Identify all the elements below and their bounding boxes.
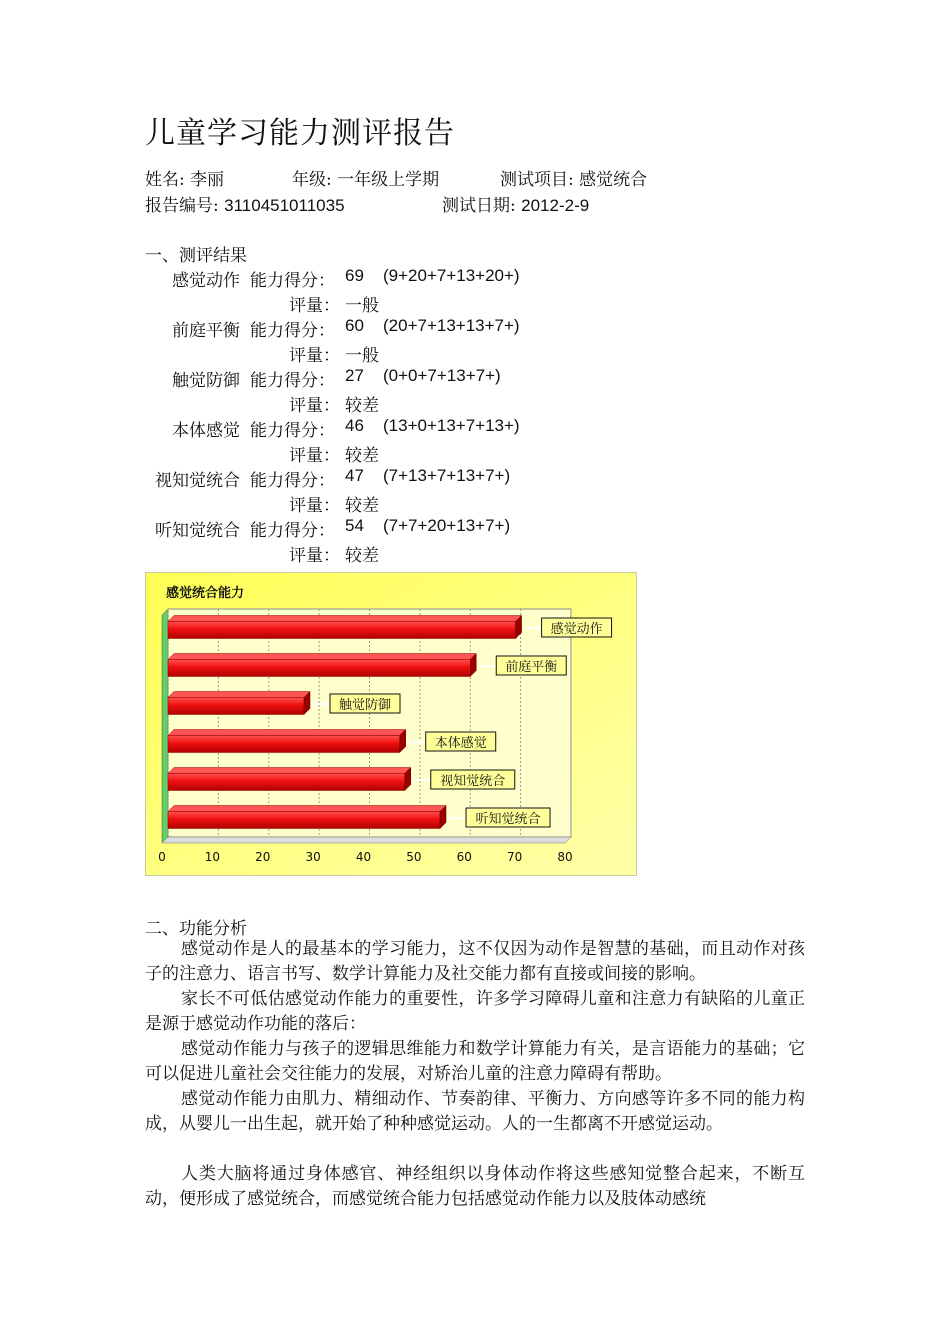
chart-title: 感觉统合能力 [166, 586, 245, 601]
category-label: 触觉防御 [339, 698, 392, 713]
bar [168, 698, 304, 715]
date-value: 2012-2-9 [521, 196, 590, 215]
analysis-paragraph: 感觉动作是人的最基本的学习能力，这不仅因为动作是智慧的基础，而且动作对孩子的注意力、语言书写、数学计算能力及社交能力都有直接或间接的影响。 [145, 939, 805, 984]
result-name: 前庭平衡 [172, 321, 240, 341]
score-label: 能力得分： [250, 521, 335, 541]
bar-top [168, 768, 411, 774]
score-label: 能力得分： [250, 471, 335, 491]
result-name: 感觉动作 [172, 271, 240, 291]
date-label: 测试日期: [442, 196, 516, 216]
sensory-chart [145, 572, 637, 876]
report-no-label: 报告编号: [145, 196, 219, 216]
score-value: 27 [345, 366, 364, 385]
axis-wall [162, 609, 168, 843]
bar-top [168, 692, 310, 698]
bar [168, 622, 516, 639]
results-heading: 一、测评结果 [145, 246, 247, 266]
score-detail: (0+0+7+13+7+) [383, 366, 501, 385]
score-detail: (7+13+7+13+7+) [383, 466, 511, 485]
score-value: 69 [345, 266, 364, 285]
grade-value: 一年级上学期 [337, 170, 440, 190]
rating-label: 评量： [289, 546, 340, 566]
result-name: 听知觉统合 [155, 521, 240, 541]
x-tick-label: 80 [557, 850, 573, 864]
bar [168, 736, 400, 753]
grade-label: 年级: [292, 170, 332, 190]
bar [168, 812, 440, 829]
category-label: 前庭平衡 [505, 660, 558, 675]
axis-floor [162, 837, 571, 843]
x-tick-label: 30 [305, 850, 321, 864]
rating-label: 评量： [289, 396, 340, 416]
score-detail: (9+20+7+13+20+) [383, 266, 520, 285]
rating-label: 评量： [289, 346, 340, 366]
analysis-paragraph: 家长不可低估感觉动作能力的重要性，许多学习障碍儿童和注意力有缺陷的儿童正是源于感觉动作功能的落后： [145, 989, 805, 1034]
x-tick-label: 0 [158, 850, 166, 864]
x-tick-label: 20 [255, 850, 271, 864]
bar [168, 660, 470, 677]
rating-value: 一般 [345, 346, 379, 366]
report-no-field [145, 191, 345, 216]
score-label: 能力得分： [250, 421, 335, 441]
score-value: 46 [345, 416, 364, 435]
grade-field [292, 165, 439, 190]
x-tick-label: 70 [506, 850, 523, 864]
category-label: 感觉动作 [550, 622, 603, 637]
date-field [442, 191, 589, 216]
name-field [145, 165, 224, 190]
bar [168, 774, 405, 791]
rating-value: 较差 [345, 496, 379, 516]
report-no-value: 3110451011035 [224, 196, 345, 215]
result-name: 本体感觉 [172, 421, 240, 441]
rating-label: 评量： [289, 446, 340, 466]
project-field [500, 165, 647, 190]
score-value: 60 [345, 316, 364, 335]
bar-top [168, 616, 522, 622]
analysis-paragraph: 感觉动作能力由肌力、精细动作、节奏韵律、平衡力、方向感等许多不同的能力构成，从婴儿一出生起，就开始了种种感觉运动。人的一生都离不开感觉运动。 [145, 1089, 805, 1134]
bar-top [168, 730, 406, 736]
report-title: 儿童学习能力测评报告 [145, 116, 455, 151]
rating-value: 较差 [345, 446, 379, 466]
name-value: 李丽 [190, 170, 225, 190]
rating-value: 一般 [345, 296, 379, 316]
bar-chart-svg [146, 573, 636, 875]
x-tick-label: 10 [204, 850, 221, 864]
score-value: 54 [345, 516, 364, 535]
score-detail: (13+0+13+7+13+) [383, 416, 520, 435]
score-value: 47 [345, 466, 364, 485]
score-label: 能力得分： [250, 321, 335, 341]
score-label: 能力得分： [250, 371, 335, 391]
analysis-paragraph: 人类大脑将通过身体感官、神经组织以身体动作将这些感知觉整合起来，不断互动，便形成了感觉统合，而感觉统合能力包括感觉动作能力以及肢体动感统 [145, 1164, 805, 1209]
category-label: 听知觉统合 [475, 812, 541, 827]
score-detail: (7+7+20+13+7+) [383, 516, 511, 535]
analysis-paragraph: 感觉动作能力与孩子的逻辑思维能力和数学计算能力有关，是言语能力的基础；它可以促进儿童社会交往能力的发展，对矫治儿童的注意力障碍有帮助。 [145, 1039, 805, 1084]
rating-value: 较差 [345, 396, 379, 416]
analysis-heading: 二、功能分析 [145, 919, 247, 939]
result-name: 视知觉统合 [155, 471, 240, 491]
rating-label: 评量： [289, 496, 340, 516]
rating-label: 评量： [289, 296, 340, 316]
result-name: 触觉防御 [172, 371, 240, 391]
category-label: 本体感觉 [434, 736, 487, 751]
x-tick-label: 50 [406, 850, 422, 864]
bar-top [168, 654, 476, 660]
score-detail: (20+7+13+13+7+) [383, 316, 520, 335]
rating-value: 较差 [345, 546, 379, 566]
x-tick-label: 40 [355, 850, 372, 864]
category-label: 视知觉统合 [440, 774, 506, 789]
name-label: 姓名: [145, 170, 185, 190]
score-label: 能力得分： [250, 271, 335, 291]
project-value: 感觉统合 [579, 170, 648, 190]
project-label: 测试项目: [500, 170, 574, 190]
x-tick-label: 60 [456, 850, 472, 864]
bar-top [168, 806, 446, 812]
